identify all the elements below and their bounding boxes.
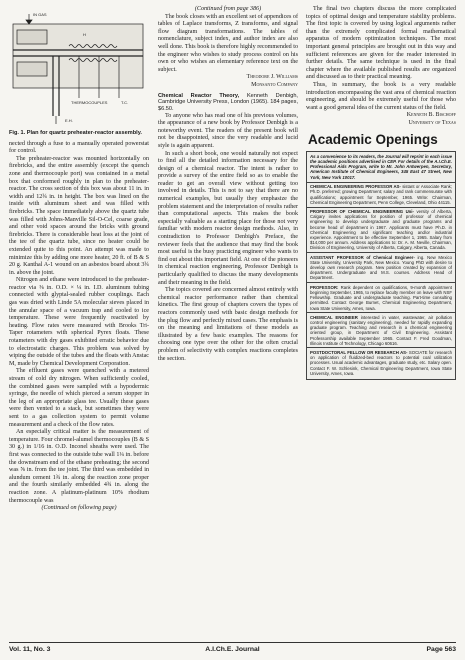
col1-para-3: The effluent gases were quenched with a metered stream of cold dry nitrogen. When sufficiently cooled, the combined gases were sampled with a hypodermic syringe, the needle of which pierced a serum stopper in the leg of an appropriate glass tee. Usually these gases were then vented to a stack, but sometimes they were sent to a gas collection system to permit volume measurement and a check of the flow rates. bbox=[9, 368, 149, 428]
label-tc: T.C. bbox=[121, 100, 129, 105]
academic-openings-title: Academic Openings bbox=[308, 131, 438, 147]
opening-body: Rank dependent on qualifications, 9-month appointment beginning September, 1965, to replace faculty member on leave with NSF Fellowship. Graduate and undergraduate teaching. Part-time consulting permitted. Contact George Burnet, Chemical Engineering Department, Iowa State University, Ames, Iowa. bbox=[310, 284, 452, 311]
footer-volume: Vol. 11, No. 3 bbox=[9, 646, 51, 653]
opening-body: versity of Alberta, Calgary invites applications for position of professor of chemical engineering to develop undergraduate and graduate programs and become head of department in 1967. Applicants must have Ph.D. in Chemical Engineering and significant teaching and/or industrial experience. Appointment to be effective September 1, 1965. Salary from $14,000 per annum. Address applications to: Dr. A. M. Neville, Chairman, Division of Engineering, University of Alberta, Calgary, Alberta, Canada. bbox=[310, 209, 452, 251]
signature-williams-name: Theodore J. Williams bbox=[246, 74, 298, 81]
col1-text bbox=[9, 141, 149, 513]
col2-continued-from: (Continued from page 386) bbox=[194, 6, 262, 12]
footer-page-number: Page 563 bbox=[426, 646, 456, 653]
academic-openings-intro: As a convenience to its readers, the Journal will reprint in each issue the academic positions advertised in CEP. For details of the A.I.Ch.E. Professional Aids Program, write to Mr. John Antwerpen, Secretary, American Institute of Chemical Engineers, 345 East 47 Street, New York, New York 10017. bbox=[307, 154, 455, 183]
opening-item bbox=[307, 253, 455, 283]
col1-para-1: The preheater-reactor was mounted horizontally on firebricks, and the entire assembly (except the quench zone and thermocouple port) was contained in a metal box that conformed roughly in plan to the preheater-reactor. The cross section of this box was about 11 in. in width and 12¾ in. in height. The box was lined on the inside with aluminum sheet and was filled with firebricks. The space immediately above the quartz tube was filled with Johns-Manville Sil-O-Cel, coarse grade, and other void spaces around the bricks with ground firebricks. There is considerable heat loss at the joint of the tee of the quartz tube, since no heater could be extended quite to this point. An attempt was made to minimize this by adding one more heater, 20 ft. of B & S 20 g. Kanthal A-1 wound on an asbestos board about 3¾ in. above the joint. bbox=[9, 155, 149, 276]
col2-para-2: The topics covered are concerned almost entirely with chemical reactor performance rather than chemical kinetics. The first group of chapters covers the types of reactors commonly used with basic design methods for the plug flow and perfectly mixed cases. The emphasis is on the meaning and limitations of these models as illustrated by a few basic examples. The reasons for choosing one type over the other for the often crucial problem of selectivity with complex reactions completes the section. bbox=[158, 287, 298, 362]
opening-head: POSTDOCTORAL FELLOW OR RESEARCH AS- bbox=[310, 349, 408, 355]
opening-item bbox=[307, 183, 455, 208]
review-header bbox=[158, 93, 298, 113]
label-in-gas: IN GAS bbox=[33, 12, 47, 17]
opening-head: PROFESSOR OF CHEMICAL ENGINEERING Uni- bbox=[310, 209, 414, 215]
opening-body: ing. New Mexico State University, University Park, New Mexico. Young PhD with desire to develop own research program. New position created by expansion of department. Undergraduate and M.S. courses. Address Head of Department. bbox=[310, 254, 452, 281]
col2-text bbox=[158, 6, 298, 363]
opening-head: CHEMICAL ENGINEERING PROFESSOR AS- bbox=[310, 184, 401, 190]
review-title: Chemical Reactor Theory, bbox=[158, 92, 240, 99]
signature-williams-org: Monsanto Company bbox=[251, 81, 298, 88]
opening-head: ASSISTANT PROFESSOR of Chemical Engineer- bbox=[310, 254, 415, 260]
col1-para-0: nected through a fuse to a manually operated powerstat for control. bbox=[9, 140, 149, 155]
figure-caption: Fig. 1. Plan for quartz preheater-reactor assembly. bbox=[9, 130, 142, 136]
preheater-reactor-figure bbox=[9, 6, 149, 128]
page-footer bbox=[9, 642, 456, 657]
col3-para-1: Thus, in summary, the book is a very readable introduction encompassing the vast area of chemical reaction engineering, and should be extremely useful for those who want a good general idea of the current status of the field. bbox=[306, 81, 456, 111]
col1-continued: (Continued on following page) bbox=[41, 505, 117, 512]
label-thermocouples: THERMOCOUPLES bbox=[71, 100, 108, 105]
academic-openings-box bbox=[306, 151, 456, 381]
review-details: Kenneth Denbigh, Cambridge University Press, London (1965). 184 pages, $6.50. bbox=[158, 92, 298, 112]
opening-body: interested in water, wastewater, air pollution control engineering (sanitary engineering), needed for rapidly expanding graduate program. Teaching and research in a chemical engineering oriented group, in Department of Civil Engineering. Assistant Professorship available September 1965. Contact F. Fred Goodman, Illinois Institute of Technology, Chicago 60616. bbox=[310, 314, 452, 346]
opening-head: PROFESSOR: bbox=[310, 284, 339, 290]
opening-body: sistant or Associate Rank; Ph.D. preferred; growing Department; salary and rank commensurate with qualifications; appointment for September, 1965. Write: Chairman, Chemical Engineering Department, Penn College, Cleveland, Ohio 44115. bbox=[310, 184, 452, 205]
opening-body: SOCIATE for research on application of fluidized-bed reactors to potential coal utilization processes. Usual academic advantages, graduate study, etc. Salary open. Contact F. W. Schlesink, Chemical Engineering Department, Iowa State University, Ames, Iowa. bbox=[310, 349, 452, 376]
column-left bbox=[9, 6, 149, 513]
opening-item bbox=[307, 348, 455, 377]
column-right bbox=[306, 6, 456, 380]
col1-para-2: Nitrogen and ethane were introduced to the preheater-reactor via ⅜ in. O.D. × ¼ in. I.D. aluminum tubing connected with glyptal-sealed rubber couplings. Each gas was dried with Linde 5A molecular sieves placed in the annular space of a vacuum trap and cooled to ice temperature. These were frequently reactivated by heating. Flow rates were measured with Brooks Tri-Taper rotameters with spherical Pyrex floats. These rotameters with dry gases exhibited erratic behavior due to electrostatic charges. This problem was solved by wiping the outside of the tubes and the floats with Anstac M, made by Chemical Development Corporation. bbox=[9, 277, 149, 367]
col2-para-1: In such a short book, one would naturally not expect to find all the detailed information necessary for the design of a chemical reactor. The intent is rather to provide a survey of the entire field so as to enable the reader to get an overall view without getting too involved in details. This is not to say that there are no numerical examples, but usually they emphasize the problem statement and the interpretation of results rather than computational aspects. This makes the book especially valuable as a starting place for those not very familiar with modern reactor design methods. Also, in contradiction to Professor Denbigh's Preface, the reviewer feels that the audience that may find the book most useful is the busy practicing engineer who wants to find out about this important field. At one of the pioneers in chemical reaction engineering, Professor Denbigh is particularly qualified to discuss the many developments and their meaning in the field. bbox=[158, 150, 298, 286]
reactor-diagram bbox=[9, 6, 149, 128]
signature-bischoff-org: University of Texas bbox=[408, 119, 456, 126]
col2-para-0: To anyone who has read one of his previous volumes, the appearance of a new book by Professor Denbigh is a noteworthy event. The readers of the present book will not be disappointed, since the very readable and lucid style is again apparent. bbox=[158, 112, 298, 149]
col3-para-0: The final two chapters discuss the more complicated topics of optimal design and temperature stability problems. The first topic is covered by using logical arguments rather than the extremely complicated formal mathematical apparatus of modern optimization techniques. The most important general principles are brought out in this way and sufficient references are given for the reader interested in further details. The same technique is used in the final chapter where the available published results are organized and discussed as to their practical meaning. bbox=[306, 6, 456, 81]
label-out: E.H. bbox=[65, 118, 73, 123]
signature-bischoff-name: Kenneth B. Bischoff bbox=[406, 112, 456, 119]
opening-item bbox=[307, 208, 455, 254]
col3-text bbox=[306, 6, 456, 127]
col1-para-4: An especially critical matter is the measurement of temperature. Four chromel-alumel thermocouples (B & S 30 g.) in 1/16 in. O.D. Inconel sheaths were used. The first was connected to the outside tube wall 1¼ in. before the downstream end of the ethane preheating; the second was ⅝ in. from the tee joint. The third was embedded in alundum cement 1¾ in. along the reaction zone proper and the fourth similarly embedded 4¾ in. along the reaction zone. A platinum-platinum 10% rhodium thermocouple was bbox=[9, 429, 149, 504]
column-middle bbox=[158, 6, 298, 363]
opening-head: CHEMICAL ENGINEER bbox=[310, 314, 358, 320]
label-h: H bbox=[83, 32, 86, 37]
footer-journal: A.I.Ch.E. Journal bbox=[205, 646, 260, 653]
opening-item bbox=[307, 313, 455, 348]
col2-para-top-0: The book closes with an excellent set of appendices of tables of Laplace transforms, Z transforms, and signal flow diagram transformations. The tables of nomenclature, subject index, and author index are also well done. This book is therefore highly recommended to the engineer who wishes to study process control on his own or who wishes an elementary reference text on the subject. bbox=[158, 13, 298, 73]
opening-item bbox=[307, 283, 455, 313]
